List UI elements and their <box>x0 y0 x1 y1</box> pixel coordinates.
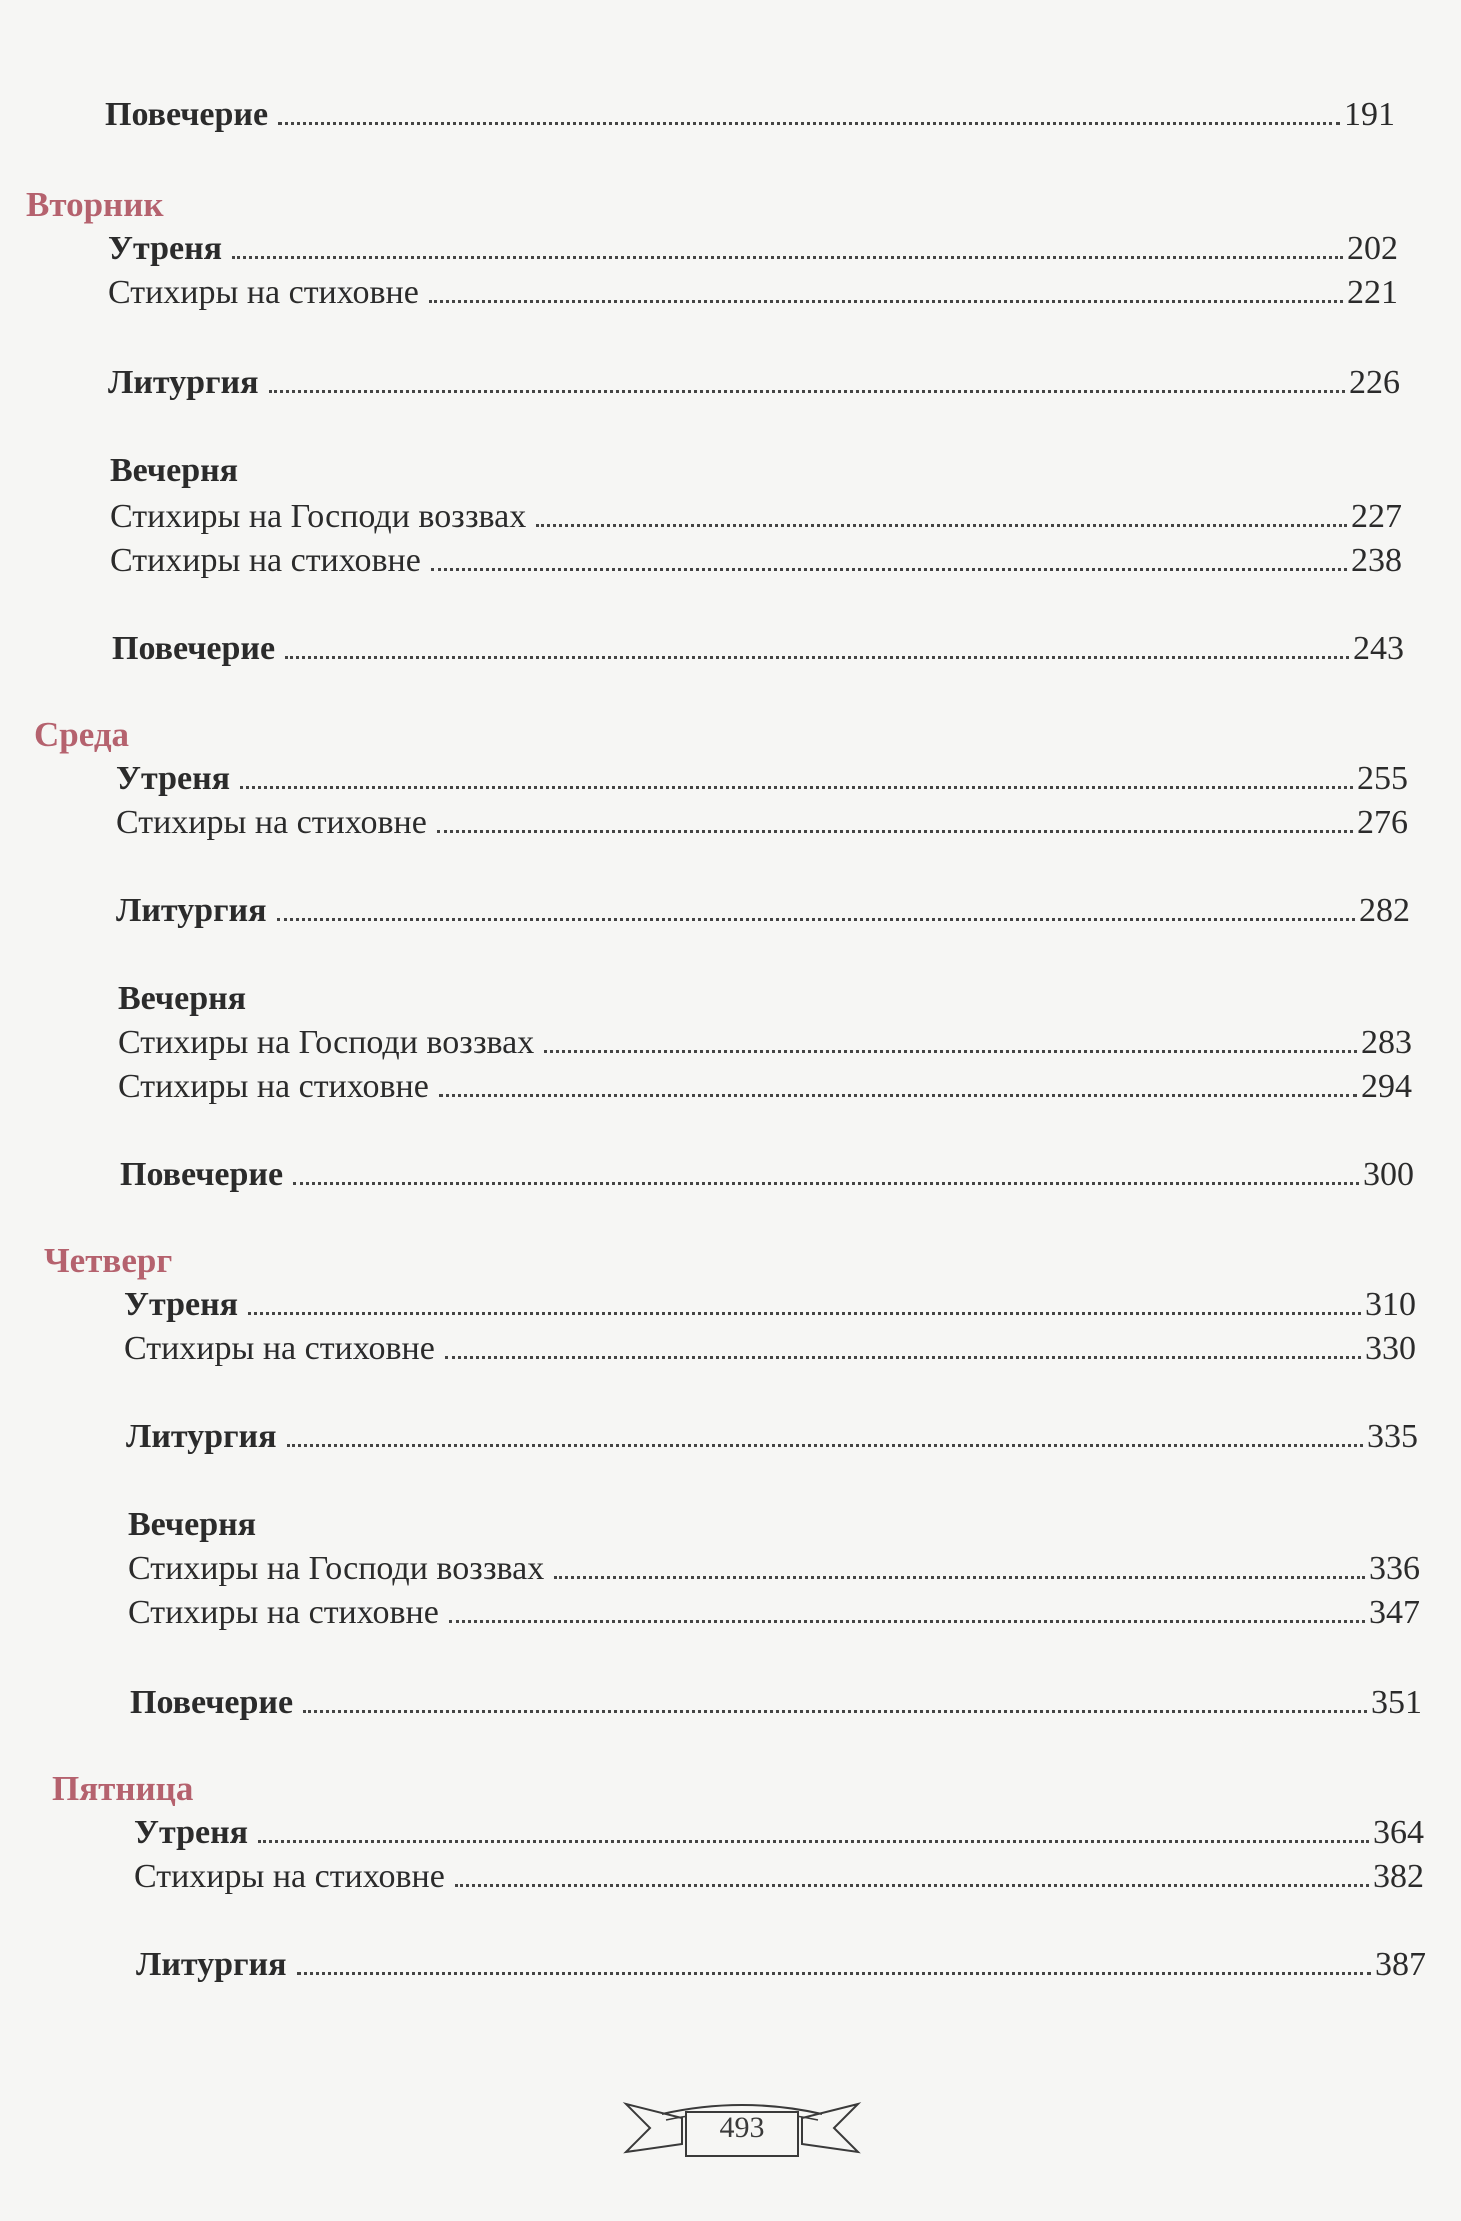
dot-leader <box>554 1576 1365 1579</box>
toc-entry-label: Стихиры на Господи воззвах <box>128 1550 545 1587</box>
toc-page-number: 202 <box>1347 230 1398 267</box>
toc-entry-label: Стихиры на стиховне <box>124 1330 435 1367</box>
toc-entry-label: Утреня <box>116 760 231 797</box>
toc-entry-label: Утреня <box>134 1814 249 1851</box>
toc-page-number: 330 <box>1365 1330 1416 1367</box>
toc-entry-label: Литургия <box>108 364 259 401</box>
toc-page-number: 243 <box>1353 630 1404 667</box>
toc-page-number: 310 <box>1365 1286 1416 1323</box>
toc-entry-label: Повечерие <box>130 1684 294 1721</box>
toc-entry-label: Стихиры на стиховне <box>118 1068 429 1105</box>
toc-entry-stikhovne[interactable] <box>128 1590 1420 1636</box>
toc-page-number: 387 <box>1375 1946 1426 1983</box>
dot-leader <box>429 300 1343 303</box>
toc-page-number: 221 <box>1347 274 1398 311</box>
group-heading-vechernya: Вечерня <box>118 980 247 1017</box>
page-footer <box>622 2094 862 2162</box>
toc-entry-label: Утреня <box>108 230 223 267</box>
toc-page-number: 336 <box>1369 1550 1420 1587</box>
toc-page-number: 238 <box>1351 542 1402 579</box>
dot-leader <box>297 1972 1371 1975</box>
toc-entry-povecherie[interactable] <box>112 626 1404 672</box>
toc-entry-vozzvakh[interactable] <box>110 494 1402 540</box>
dot-leader <box>303 1710 1367 1713</box>
dot-leader <box>277 918 1355 921</box>
dot-leader <box>293 1182 1359 1185</box>
dot-leader <box>437 830 1353 833</box>
toc-entry-label: Литургия <box>116 892 267 929</box>
dot-leader <box>269 390 1345 393</box>
toc-entry-label: Стихиры на Господи воззвах <box>110 498 527 535</box>
toc-entry-liturgy[interactable] <box>108 360 1400 406</box>
toc-page-number: 347 <box>1369 1594 1420 1631</box>
group-heading-vechernya: Вечерня <box>110 452 239 489</box>
toc-entry-label: Повечерие <box>105 96 269 133</box>
dot-leader <box>455 1884 1369 1887</box>
dot-leader <box>248 1312 1361 1315</box>
toc-entry-povecherie[interactable] <box>130 1680 1422 1726</box>
toc-page-number: 255 <box>1357 760 1408 797</box>
toc-entry-stikhovne[interactable] <box>124 1326 1416 1372</box>
dot-leader <box>536 524 1347 527</box>
toc-page-number: 226 <box>1349 364 1400 401</box>
dot-leader <box>431 568 1347 571</box>
toc-entry-stikhovne[interactable] <box>134 1854 1424 1900</box>
dot-leader <box>240 786 1353 789</box>
dot-leader <box>287 1444 1363 1447</box>
dot-leader <box>258 1840 1369 1843</box>
toc-page-number: 335 <box>1367 1418 1418 1455</box>
toc-entry-povecherie[interactable] <box>105 92 1395 138</box>
toc-entry-label: Литургия <box>136 1946 287 1983</box>
toc-entry-utrenya[interactable] <box>134 1810 1424 1856</box>
toc-page-number: 382 <box>1373 1858 1424 1895</box>
dot-leader <box>445 1356 1361 1359</box>
page-number: 493 <box>719 2111 765 2144</box>
day-heading-tuesday: Вторник <box>26 185 164 224</box>
toc-entry-label: Литургия <box>126 1418 277 1455</box>
dot-leader <box>278 122 1340 125</box>
toc-entry-label: Стихиры на Господи воззвах <box>118 1024 535 1061</box>
toc-entry-stikhovne[interactable] <box>108 270 1398 316</box>
toc-entry-label: Повечерие <box>112 630 276 667</box>
toc-entry-utrenya[interactable] <box>124 1282 1416 1328</box>
toc-entry-stikhovne[interactable] <box>116 800 1408 846</box>
day-heading-wednesday: Среда <box>34 715 130 754</box>
dot-leader <box>285 656 1349 659</box>
toc-entry-label: Стихиры на стиховне <box>110 542 421 579</box>
toc-entry-liturgy[interactable] <box>116 888 1410 934</box>
day-heading-friday: Пятница <box>52 1769 194 1808</box>
toc-entry-label: Стихиры на стиховне <box>108 274 419 311</box>
dot-leader <box>449 1620 1365 1623</box>
toc-entry-stikhovne[interactable] <box>118 1064 1412 1110</box>
toc-page-number: 227 <box>1351 498 1402 535</box>
toc-entry-liturgy[interactable] <box>136 1942 1426 1988</box>
toc-page-number: 364 <box>1373 1814 1424 1851</box>
group-heading-vechernya: Вечерня <box>128 1506 257 1543</box>
toc-page-number: 276 <box>1357 804 1408 841</box>
toc-entry-label: Повечерие <box>120 1156 284 1193</box>
toc-entry-stikhovne[interactable] <box>110 538 1402 584</box>
toc-page-number: 282 <box>1359 892 1410 929</box>
toc-entry-vozzvakh[interactable] <box>118 1020 1412 1066</box>
toc-page-number: 283 <box>1361 1024 1412 1061</box>
toc-page-number: 300 <box>1363 1156 1414 1193</box>
toc-entry-utrenya[interactable] <box>108 226 1398 272</box>
dot-leader <box>439 1094 1357 1097</box>
dot-leader <box>544 1050 1357 1053</box>
toc-entry-liturgy[interactable] <box>126 1414 1418 1460</box>
toc-entry-povecherie[interactable] <box>120 1152 1414 1198</box>
dot-leader <box>232 256 1343 259</box>
toc-entry-label: Стихиры на стиховне <box>134 1858 445 1895</box>
toc-page-number: 351 <box>1371 1684 1422 1721</box>
toc-page-number: 294 <box>1361 1068 1412 1105</box>
toc-entry-label: Стихиры на стиховне <box>116 804 427 841</box>
toc-entry-utrenya[interactable] <box>116 756 1408 802</box>
toc-entry-vozzvakh[interactable] <box>128 1546 1420 1592</box>
day-heading-thursday: Четверг <box>44 1241 173 1280</box>
toc-page-number: 191 <box>1344 96 1395 133</box>
toc-entry-label: Утреня <box>124 1286 239 1323</box>
toc-entry-label: Стихиры на стиховне <box>128 1594 439 1631</box>
